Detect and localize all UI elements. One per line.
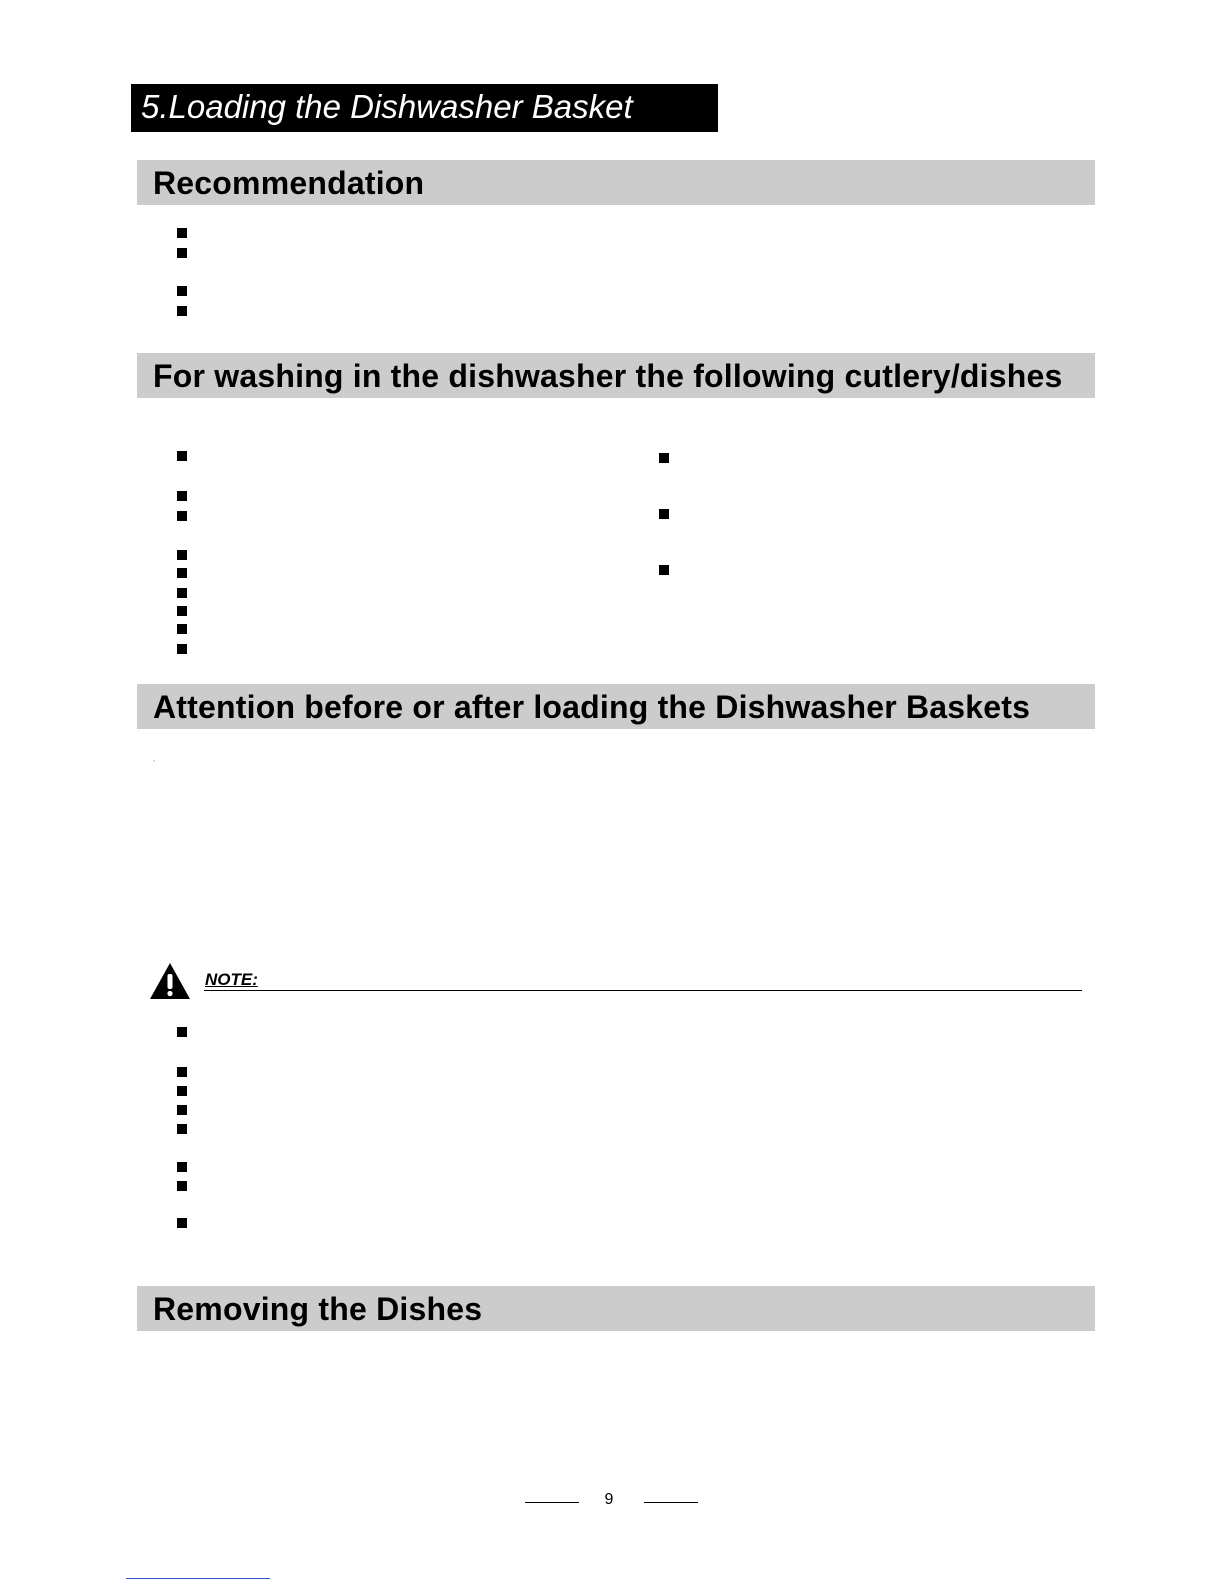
- bullet-icon: [177, 511, 187, 521]
- bullet-icon: [177, 1181, 187, 1191]
- bullet-icon: [177, 451, 187, 461]
- bullet-icon: [177, 248, 187, 258]
- section-recommendation: Recommendation: [137, 160, 1095, 205]
- bullet-icon: [177, 550, 187, 560]
- scan-speck: [153, 760, 155, 762]
- bullet-icon: [177, 568, 187, 578]
- page-number-dash-right: [644, 1502, 698, 1503]
- bullet-icon: [177, 1105, 187, 1115]
- bullet-icon: [177, 644, 187, 654]
- section-attention: Attention before or after loading the Dishwasher Baskets: [137, 684, 1095, 729]
- bullet-icon: [177, 1218, 187, 1228]
- bullet-icon: [659, 509, 669, 519]
- page-number: 9: [604, 1491, 614, 1508]
- bullet-icon: [177, 1027, 187, 1037]
- footer-link-underline[interactable]: [126, 1578, 270, 1579]
- bullet-icon: [177, 228, 187, 238]
- page-number-dash-left: [525, 1502, 579, 1503]
- bullet-icon: [177, 1067, 187, 1077]
- note-label: NOTE:: [205, 970, 258, 989]
- bullet-icon: [177, 491, 187, 501]
- bullet-icon: [177, 286, 187, 296]
- warning-triangle-icon: [149, 962, 191, 1000]
- bullet-icon: [177, 1086, 187, 1096]
- bullet-icon: [177, 624, 187, 634]
- section-washing: For washing in the dishwasher the following cutlery/dishes: [137, 353, 1095, 398]
- bullet-icon: [177, 588, 187, 598]
- bullet-icon: [659, 565, 669, 575]
- bullet-icon: [177, 306, 187, 316]
- note-divider: [204, 990, 1082, 991]
- page-title: 5.Loading the Dishwasher Basket: [131, 84, 718, 132]
- bullet-icon: [177, 1162, 187, 1172]
- bullet-icon: [659, 453, 669, 463]
- section-removing: Removing the Dishes: [137, 1286, 1095, 1331]
- bullet-icon: [177, 1124, 187, 1134]
- bullet-icon: [177, 606, 187, 616]
